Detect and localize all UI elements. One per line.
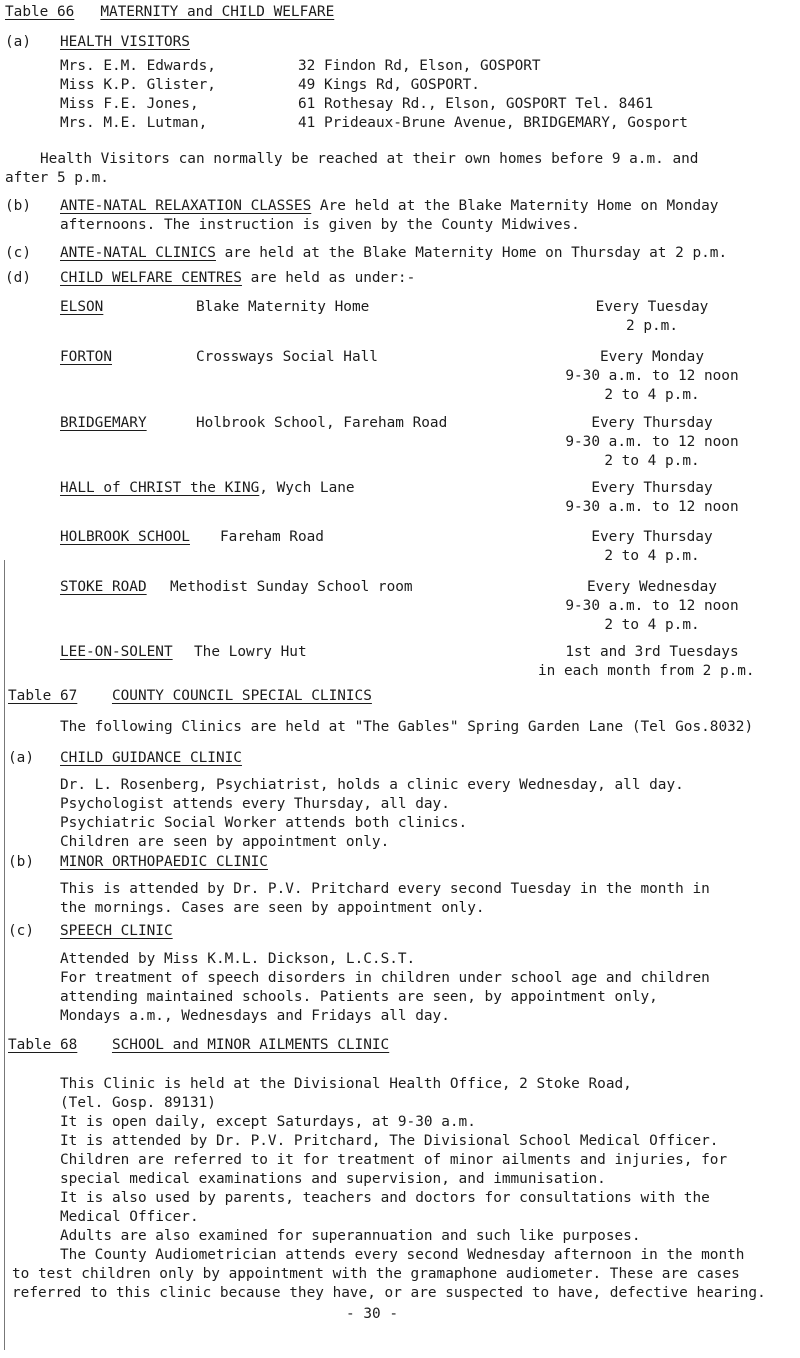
centre-place: STOKE ROAD <box>60 579 147 595</box>
visitor-address: 41 Prideaux-Brune Avenue, BRIDGEMARY, Gosport <box>298 115 688 131</box>
centre-row-christ-the-king <box>60 479 355 498</box>
visitor-name: Mrs. M.E. Lutman, <box>60 115 208 131</box>
relaxation-classes-line-2: afternoons. The instruction is given by the County Midwives. <box>60 217 580 233</box>
table-68-title: SCHOOL and MINOR AILMENTS CLINIC <box>111 1037 390 1053</box>
health-visitors-marker: (a) <box>5 34 31 50</box>
table-68-header <box>8 1036 389 1055</box>
relaxation-classes-line-1 <box>60 197 718 216</box>
child-guidance-text: Dr. L. Rosenberg, Psychiatrist, holds a clinic every Wednesday, all day. Psychologist attends every Thursday, all day. Psychiatric Social Worker attends both clinics. Children are seen by appointment only. <box>60 777 684 850</box>
ante-natal-clinics-marker: (c) <box>5 245 31 261</box>
table-67-title: COUNTY COUNCIL SPECIAL CLINICS <box>111 688 372 704</box>
visitors-note-line-2: after 5 p.m. <box>5 170 109 186</box>
relaxation-classes-marker: (b) <box>5 198 31 214</box>
visitors-note-line-1: Health Visitors can normally be reached at their own homes before 9 a.m. and <box>40 151 699 167</box>
child-welfare-marker: (d) <box>5 270 31 286</box>
centre-venue: Crossways Social Hall <box>196 349 378 365</box>
ante-natal-clinics-line <box>60 244 727 263</box>
table-67-header <box>8 687 372 706</box>
centre-venue: Blake Maternity Home <box>196 299 370 315</box>
child-guidance-marker: (a) <box>8 750 34 766</box>
relaxation-classes-heading: ANTE-NATAL RELAXATION CLASSES <box>60 198 312 214</box>
centre-times: Every Tuesday 2 p.m. <box>595 299 709 334</box>
speech-clinic-marker: (c) <box>8 923 34 939</box>
table-66-label: Table 66 <box>5 4 75 20</box>
table-66-title: MATERNITY and CHILD WELFARE <box>100 4 335 20</box>
visitor-name: Miss K.P. Glister, <box>60 77 216 93</box>
centre-venue: Holbrook School, Fareham Road <box>196 415 448 431</box>
centre-place: HOLBROOK SCHOOL <box>60 529 190 545</box>
minor-orthopaedic-marker: (b) <box>8 854 34 870</box>
lee-on-solent-note: in each month from 2 p.m. <box>538 663 755 679</box>
audiometrician-line-1: The County Audiometrician attends every second Wednesday afternoon in the month <box>60 1247 745 1263</box>
minor-orthopaedic-heading: MINOR ORTHOPAEDIC CLINIC <box>60 854 268 870</box>
centre-place: HALL of CHRIST the KING <box>60 480 260 496</box>
visitor-name: Mrs. E.M. Edwards, <box>60 58 216 74</box>
margin-rule <box>4 560 5 1350</box>
child-welfare-line <box>60 269 415 288</box>
centre-times: Every Wednesday 9-30 a.m. to 12 noon 2 to 4 p.m. <box>565 579 739 633</box>
table-68-text: This Clinic is held at the Divisional Health Office, 2 Stoke Road, (Tel. Gosp. 89131) It is open daily, except Saturdays, at 9-30 a.m. It is attended by Dr. P.V. Pritchard, The Divisional School Medical Officer. Children are referred to it for treatment of minor ailments and injuries, for special medical examinations and supervision, and immunisation. It is also used by parents, teachers and doctors for consultations with the Medical Officer. Adults are also examined for superannuation and such like purposes. <box>60 1076 728 1244</box>
centre-venue: , Wych Lane <box>259 480 355 496</box>
health-visitors-heading: HEALTH VISITORS <box>60 34 190 50</box>
table-66-header <box>5 3 334 22</box>
centre-place: BRIDGEMARY <box>60 415 147 431</box>
centre-times: Every Thursday 2 to 4 p.m. <box>591 529 713 564</box>
audiometrician-line-2: to test children only by appointment with the gramaphone audiometer. These are cases <box>12 1266 740 1282</box>
centre-place: ELSON <box>60 299 104 315</box>
centre-times: 1st and 3rd Tuesdays <box>565 644 739 660</box>
child-welfare-text: are held as under:- <box>241 270 416 286</box>
ante-natal-clinics-heading: ANTE-NATAL CLINICS <box>60 245 216 261</box>
child-welfare-heading: CHILD WELFARE CENTRES <box>60 270 242 286</box>
centre-place: LEE-ON-SOLENT <box>60 644 173 660</box>
minor-orthopaedic-text: This is attended by Dr. P.V. Pritchard every second Tuesday in the month in the mornings. Cases are seen by appointment only. <box>60 881 710 916</box>
audiometrician-line-3: referred to this clinic because they have, or are suspected to have, defective hearing. <box>12 1285 766 1301</box>
health-visitors-list <box>60 57 688 133</box>
centre-place: FORTON <box>60 349 112 365</box>
centre-venue: The Lowry Hut <box>194 644 307 660</box>
visitor-address: 32 Findon Rd, Elson, GOSPORT <box>298 58 541 74</box>
centre-venue: Methodist Sunday School room <box>170 579 413 595</box>
speech-clinic-heading: SPEECH CLINIC <box>60 923 173 939</box>
table-67-label: Table 67 <box>8 688 78 704</box>
relaxation-classes-text: Are held at the Blake Maternity Home on Monday <box>311 198 719 214</box>
ante-natal-clinics-text: are held at the Blake Maternity Home on Thursday at 2 p.m. <box>215 245 728 261</box>
centre-times: Every Monday 9-30 a.m. to 12 noon 2 to 4 p.m. <box>565 349 739 403</box>
visitor-address: 61 Rothesay Rd., Elson, GOSPORT Tel. 8461 <box>298 96 654 112</box>
speech-clinic-text: Attended by Miss K.M.L. Dickson, L.C.S.T. For treatment of speech disorders in children under school age and children attending maintained schools. Patients are seen, by appointment only, Mondays a.m., Wednesdays and Fridays all day. <box>60 951 710 1024</box>
visitor-name: Miss F.E. Jones, <box>60 96 199 112</box>
table-67-intro: The following Clinics are held at "The Gables" Spring Garden Lane (Tel Gos.8032) <box>60 719 754 735</box>
centre-venue: Fareham Road <box>220 529 324 545</box>
centre-times: Every Thursday 9-30 a.m. to 12 noon 2 to 4 p.m. <box>565 415 739 469</box>
visitor-address: 49 Kings Rd, GOSPORT. <box>298 77 480 93</box>
page-number: - 30 - <box>346 1306 398 1322</box>
table-68-label: Table 68 <box>8 1037 78 1053</box>
child-guidance-heading: CHILD GUIDANCE CLINIC <box>60 750 242 766</box>
centre-times: Every Thursday 9-30 a.m. to 12 noon <box>565 480 739 515</box>
